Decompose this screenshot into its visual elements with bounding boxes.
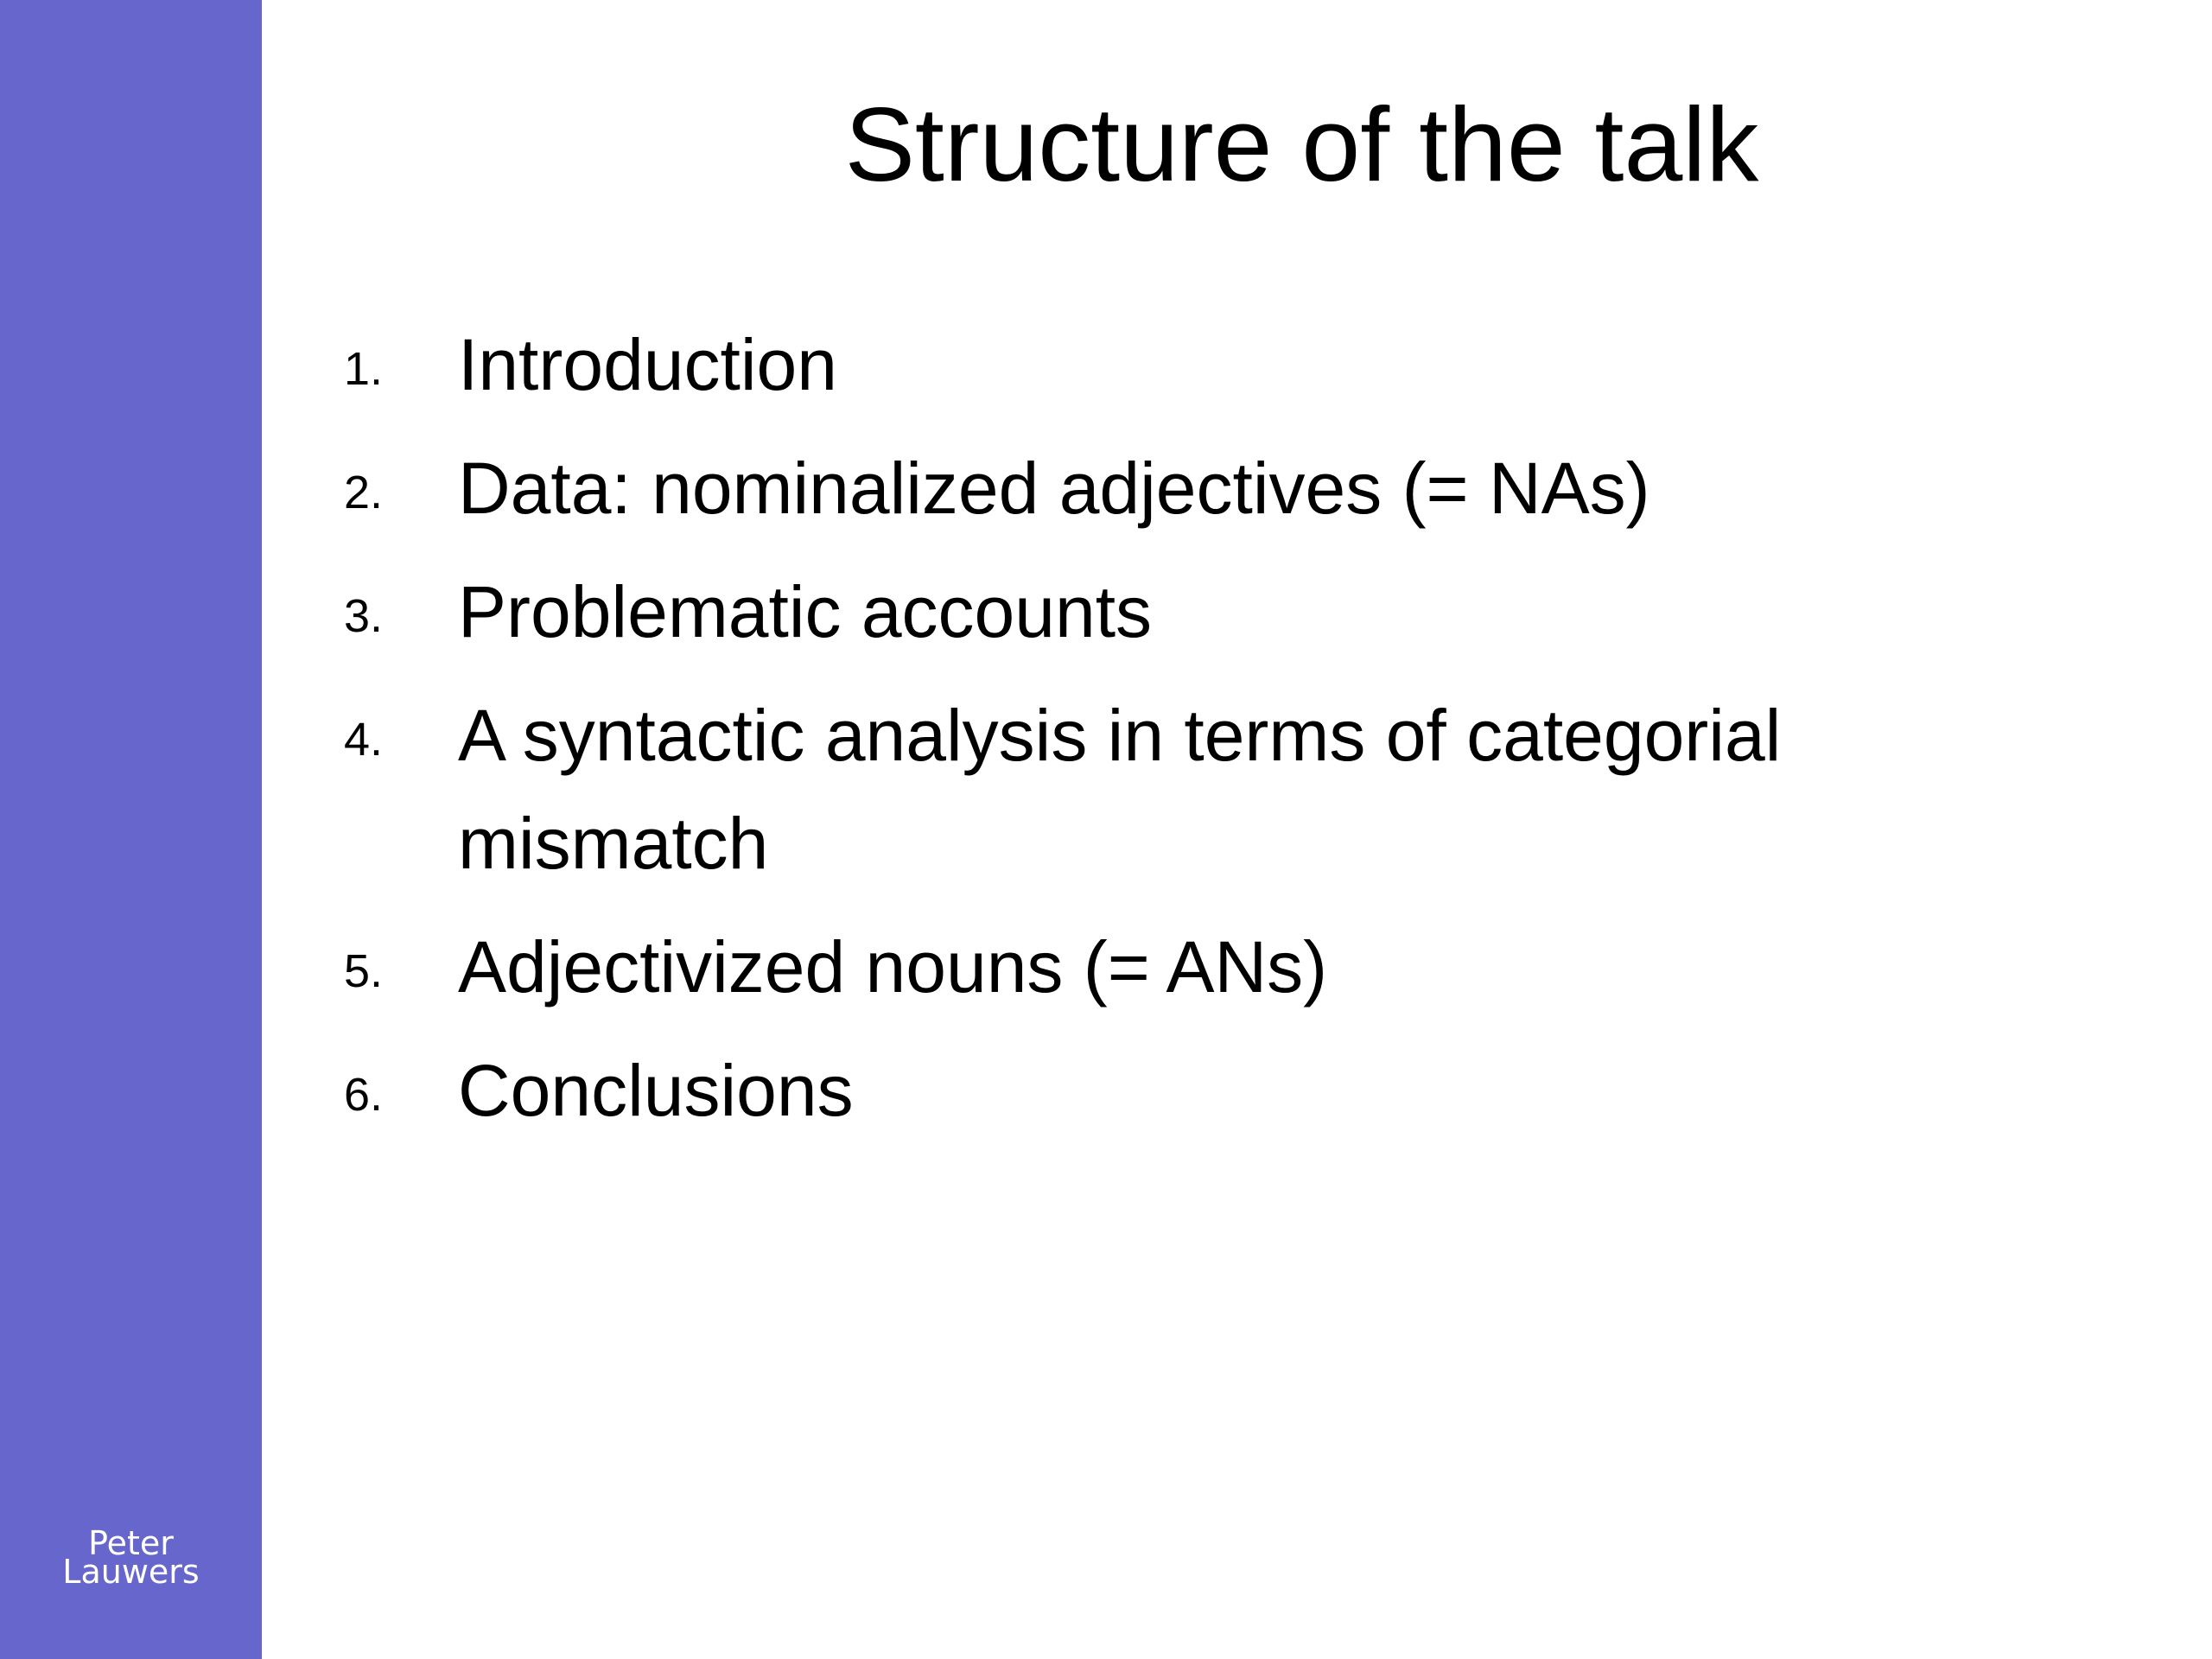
item-number: 6. [344, 1069, 384, 1121]
item-number: 1. [344, 343, 384, 395]
item-text: Problematic accounts [458, 571, 1153, 652]
author-last-name: Lauwers [62, 1553, 200, 1591]
item-number: 5. [344, 945, 384, 997]
outline-list [344, 311, 1899, 1160]
list-item [344, 682, 1899, 898]
list-item [344, 1037, 1899, 1145]
item-text: Data: nominalized adjectives (= NAs) [458, 448, 1650, 529]
item-text: Introduction [458, 324, 837, 405]
item-text: A syntactic analysis in terms of categorial mismatch [458, 695, 1782, 884]
item-number: 2. [344, 467, 384, 518]
item-text: Adjectivized nouns (= ANs) [458, 926, 1328, 1007]
item-text: Conclusions [458, 1050, 854, 1131]
slide-title: Structure of the talk [844, 86, 1759, 203]
list-item [344, 311, 1899, 419]
author-first-name: Peter [88, 1524, 174, 1562]
item-number: 4. [344, 714, 384, 766]
sidebar [0, 0, 262, 1659]
list-item [344, 558, 1899, 666]
author-label [0, 1524, 262, 1591]
item-number: 3. [344, 590, 384, 642]
list-item [344, 913, 1899, 1021]
list-item [344, 435, 1899, 543]
